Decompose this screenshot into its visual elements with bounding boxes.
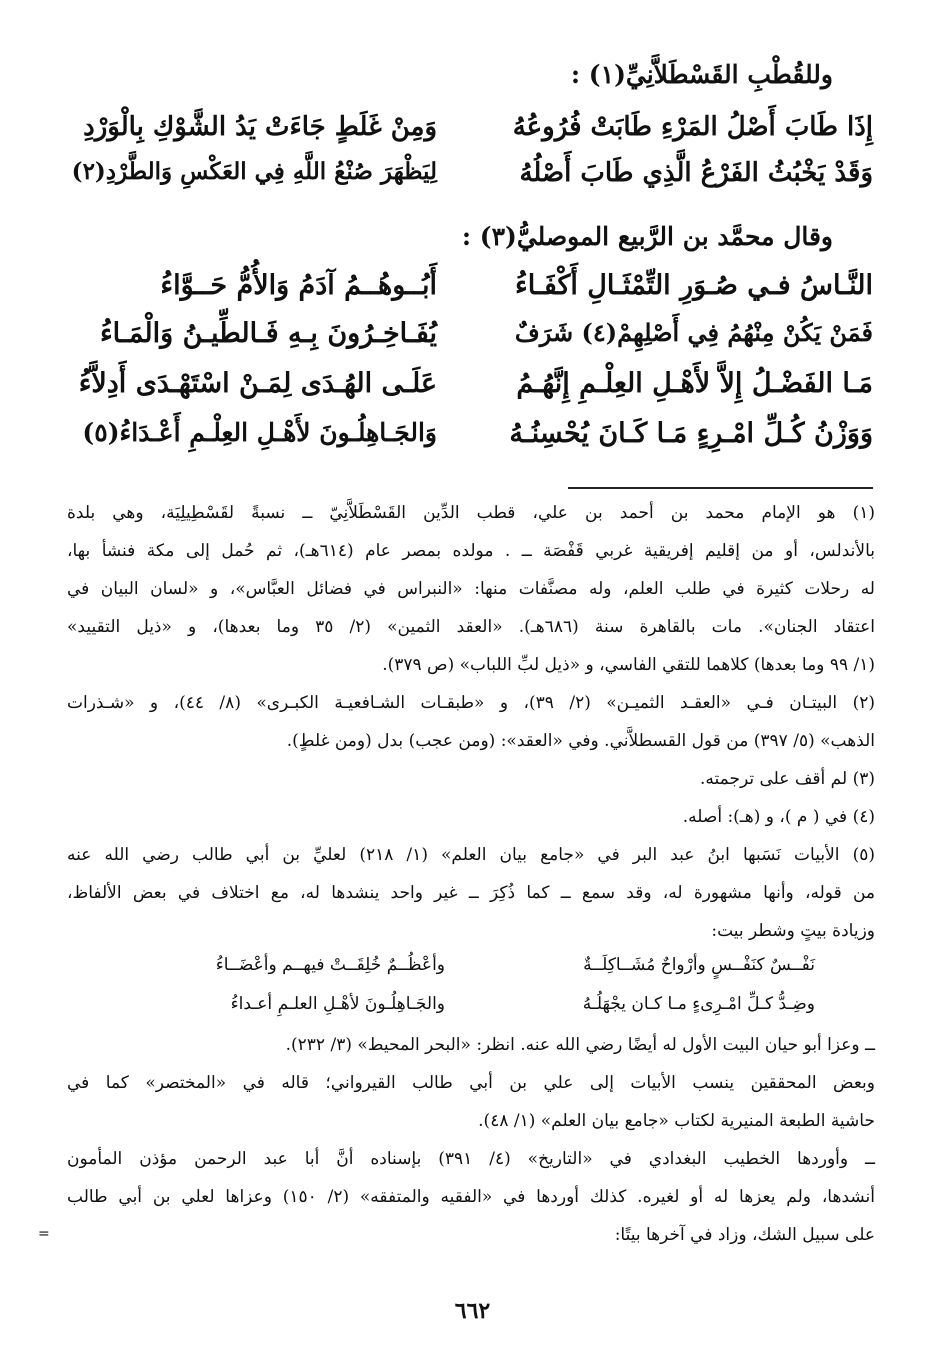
footnote-verse2-left: والجَـاهِلُـونَ لأهْـلِ العلـمِ أعـداءُ xyxy=(230,994,445,1014)
poem1-verse2-right: وَقَدْ يَخْبُثُ الفَرْعُ الَّذِي طَابَ أَصْلُهُ xyxy=(519,158,873,188)
poem1-verse2-left: لِيَظْهَرَ صُنْعُ اللَّهِ فِي العَكْسِ وَالطَّرْدِ(٢) xyxy=(71,158,437,185)
page-number: ٦٦٢ xyxy=(454,1298,491,1324)
poem1-intro: وللقُطْبِ القَسْطَلاَّنِيِّ(١) : xyxy=(570,60,833,89)
poem1-verse1-right: إِذَا طَابَ أَصْلُ المَرْءِ طَابَتْ فُرُوعُهُ xyxy=(512,112,873,142)
footnote-line: حاشية الطبعة المنيرية لكتاب «جامع بيان العلم» (١/ ٤٨). xyxy=(478,1111,875,1131)
poem1-verse1-left: وَمِنْ غَلَطٍ جَاءَتْ يَدُ الشَّوْكِ بِالْوَرْدِ xyxy=(83,112,437,142)
footnote-line: اعتقاد الجنان». مات بالقاهرة سنة (٦٨٦هـ). «العقد الثمين» (٢/ ٣٥ وما بعدها)، و «ذيل التقييد» xyxy=(67,617,875,637)
footnote-line: الذهب» (٥/ ٣٩٧) من قول القسطلاَّني. وفي «العقد»: (ومن عجب) بدل (ومن غلطٍ). xyxy=(286,731,875,751)
footnote-line: وبعض المحققين ينسب الأبيات إلى علي بن أبي طالب القيرواني؛ قاله في «المختصر» كما في xyxy=(67,1073,875,1093)
footnote-verse1-left: وأعْظُــمٌ خُلِقَــتْ فيهــم وأعْضَــاءُ xyxy=(215,955,445,975)
footnote-verse2-right: وضِـدُّ كـلِّ امْـرِىءٍ مـا كـان يجْهَلُـهُ xyxy=(582,994,815,1014)
footnote-line: على سبيل الشك، وزاد في آخرها بيتًا: xyxy=(614,1225,875,1245)
poem2-verse3-left: عَلَـى الهُـدَى لِمَـنْ اسْتَهْـدَى أَدِلاَّءُ xyxy=(78,368,437,399)
footnote-line: (٥) الأبيات نَسَبها ابنُ عبد البر في «جامع بيان العلم» (١/ ٢١٨) لعليِّ بن أبي طالب رضي الله عنه xyxy=(67,845,875,865)
poem2-verse1-right: النَّـاسُ فـي صُـوَرِ التِّمْثَـالِ أَكْفَـاءُ xyxy=(515,270,873,301)
footnote-line: ــ وعزا أبو حيان البيت الأول له أيضًا رضي الله عنه. انظر: «البحر المحيط» (٣/ ٢٣٢). xyxy=(285,1035,875,1055)
footnote-line: ــ وأوردها الخطيب البغدادي في «التاريخ» (٤/ ٣٩١) بإسناده أنَّ أبا عبد الرحمن مؤذن المأمون xyxy=(67,1149,875,1169)
footnote-line: (٢) البيتـان فـي «العقـد الثميـن» (٢/ ٣٩)، و «طبقـات الشـافعيـة الكبـرى» (٨/ ٤٤)، و «شـذرات xyxy=(67,693,876,713)
footnote-line: (١/ ٩٩ وما بعدها) كلاهما للتقي الفاسي، و «ذيل لبِّ اللباب» (ص ٣٧٩). xyxy=(382,655,875,675)
poem2-verse2-left: يُفَـاخِـرُونَ بِـهِ فَـالطِّيـنُ وَالْمَـاءُ xyxy=(99,318,437,349)
footnote-verse1-right: نَفْــسٌ كنَفْــسٍ وأرْواحٌ مُشَــاكِلَــةٌ xyxy=(583,955,815,975)
footnote-line: من قوله، وأنها مشهورة له، وقد سمع ــ كما ذُكِرَ ــ غير واحد ينشدها له، مع اختلاف في بعض الألفاظ، xyxy=(67,883,875,903)
footnote-line: له رحلات كثيرة في طلب العلم، وله مصنَّفات منها: «النبراس في فضائل العبَّاس»، و «لسان البيان في xyxy=(67,579,875,599)
margin-mark: = xyxy=(38,1226,50,1242)
footnote-line: وزيادة بيتٍ وشطر بيت: xyxy=(711,921,875,941)
poem2-verse1-left: أَبُــوهُــمُ آدَمُ وَالأُمُّ حَــوَّاءُ xyxy=(160,270,437,301)
footnote-separator xyxy=(568,487,873,489)
footnote-line: بالأندلس، أو من إقليم إفريقية غربي قَفْصَة ــ . مولده بمصر عام (٦١٤هـ)، ثم حُمل إلى مكة فنشأ بها، xyxy=(67,541,875,561)
footnote-line: أنشدها، ولم يعزها له أو لغيره. كذلك أوردها في «الفقيه والمتفقه» (٢/ ١٥٠) وعزاها لعلي بن أبي طالب xyxy=(67,1187,875,1207)
poem2-verse4-right: وَوَزْنُ كُـلِّ امْـرِءٍ مَـا كَـانَ يُحْسِنُـهُ xyxy=(509,418,873,449)
footnote-line: (٣) لم أقف على ترجمته. xyxy=(699,769,875,789)
poem2-verse3-right: مَـا الفَضْـلُ إِلاَّ لأَهْـلِ العِلْـمِ إِنَّهُـمُ xyxy=(516,368,873,399)
poem2-verse4-left: وَالجَـاهِلُـونَ لأَهْـلِ العِلْـمِ أَعْـدَاءُ(٥) xyxy=(82,418,437,447)
poem2-intro: وقال محمَّد بن الرَّبيع الموصليُّ(٣) : xyxy=(461,222,833,251)
footnote-line: (٤) في ( م )، و (هـ): أصله. xyxy=(682,807,875,827)
poem2-verse2-right: فَمَنْ يَكُنْ مِنْهُمُ فِي أَصْلِهِمْ(٤) شَرَفٌ xyxy=(514,318,873,347)
footnote-line: (١) هو الإمام محمد بن أحمد بن علي، قطب الدِّين القَسْطَلاَّنِيّ ــ نسبةً لقَسْطِيلِيَة، وهي بلدة xyxy=(67,503,875,523)
